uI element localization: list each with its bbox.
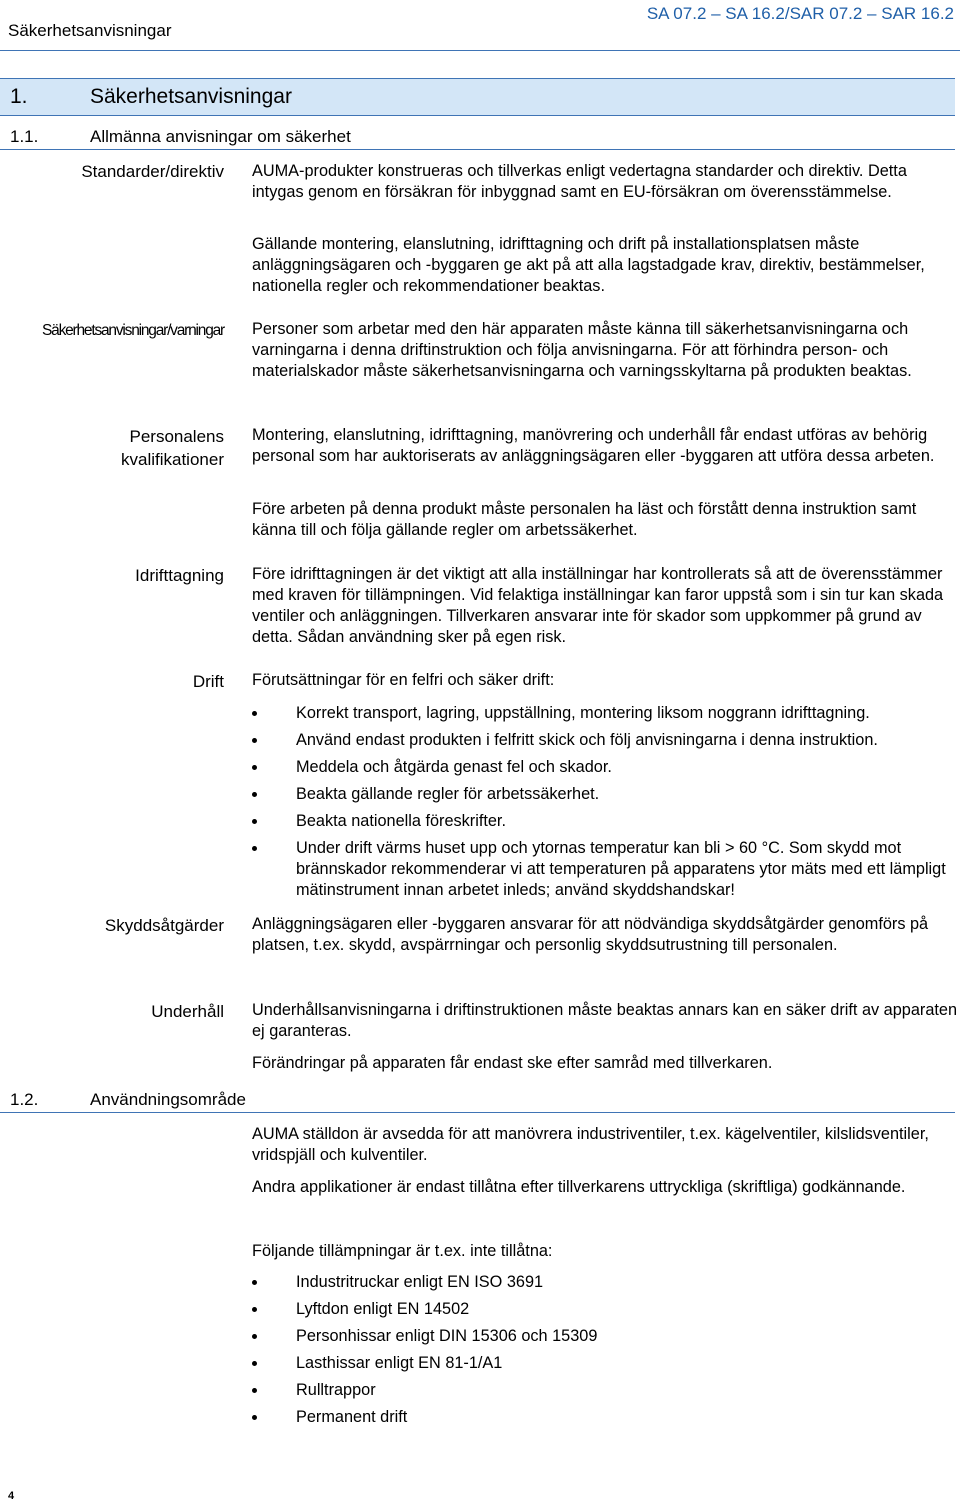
bullet-icon: [252, 1280, 257, 1285]
drift-intro: Förutsättningar för en felfri och säker drift:: [252, 671, 555, 689]
idrifttagning-paragraph: Före idrifttagningen är det viktigt att alla inställningar har kontrollerats så att de överensstämmer med kraven för tillämpningen. Vid felaktiga inställningar kan faror uppstå som i sin tur kan skada ventiler och anläggningen. Tillverkaren ansvarar inte för skador som uppkommer på grund av detta. Sådan användning sker på egen risk.: [252, 565, 944, 646]
anvandning-paragraph-1: AUMA ställdon är avsedda för att manövrera industriventiler, t.ex. kägelventiler, kilslidsventiler, vridspjäll och kulventiler.: [252, 1125, 929, 1164]
section-1-2-heading: [0, 1087, 955, 1113]
underhall-paragraph-2: Förändringar på apparaten får endast ske efter samråd med tillverkaren.: [252, 1054, 773, 1072]
section-1-1-underline: [0, 149, 955, 150]
page-number: 4: [8, 1490, 15, 1502]
drift-list: [252, 703, 957, 907]
underhall-paragraph-1: Underhållsanvisningarna i driftinstruktionen måste beaktas annars kan en säker drift av apparaten ej garanteras.: [252, 1001, 958, 1040]
list-item: Personhissar enligt DIN 15306 och 15309: [252, 1326, 957, 1347]
label-personalens: Personalens kvalifikationer: [121, 427, 224, 469]
list-item: Använd endast produkten i felfritt skick och följ anvisningarna i denna instruktion.: [252, 730, 957, 751]
label-underhall: Underhåll: [151, 1002, 224, 1021]
running-header-model: SA 07.2 – SA 16.2/SAR 07.2 – SAR 16.2: [646, 4, 954, 23]
bullet-icon: [252, 765, 257, 770]
label-idrifttagning: Idrifttagning: [135, 566, 224, 585]
standarder-paragraph-2: Gällande montering, elanslutning, idrifttagning och drift på installationsplatsen måste anläggningsägaren och -byggaren ge akt på att alla lagstadgade krav, direktiv, bestämmelser, nationella regler och rekommendationer beaktas.: [252, 235, 925, 295]
list-item: Permanent drift: [252, 1407, 957, 1428]
bullet-icon: [252, 1415, 257, 1420]
section-1-title: Säkerhetsanvisningar: [90, 85, 292, 108]
section-1-2-underline: [0, 1112, 955, 1113]
section-1-heading: [0, 78, 955, 116]
bullet-icon: [252, 1334, 257, 1339]
bullet-icon: [252, 738, 257, 743]
bullet-icon: [252, 1388, 257, 1393]
personal-paragraph-2: Före arbeten på denna produkt måste personalen ha läst och förstått denna instruktion samt känna till och följa gällande regler om arbetssäkerhet.: [252, 500, 917, 539]
anvandning-list: [252, 1272, 957, 1434]
list-item: Lyftdon enligt EN 14502: [252, 1299, 957, 1320]
anvandning-intro: Följande tillämpningar är t.ex. inte tillåtna:: [252, 1242, 553, 1260]
list-item: Beakta nationella föreskrifter.: [252, 811, 957, 832]
bullet-icon: [252, 819, 257, 824]
section-1-1-heading: [0, 124, 955, 150]
label-standarder: Standarder/direktiv: [81, 162, 224, 181]
list-item: Rulltrappor: [252, 1380, 957, 1401]
bullet-icon: [252, 846, 257, 851]
section-1-2-number: 1.2.: [10, 1090, 39, 1109]
list-item: Lasthissar enligt EN 81-1/A1: [252, 1353, 957, 1374]
list-item: Industritruckar enligt EN ISO 3691: [252, 1272, 957, 1293]
skydd-paragraph: Anläggningsägaren eller -byggaren ansvarar för att nödvändiga skyddsåtgärder genomförs på platsen, t.ex. skydd, avspärrningar och personlig skyddsutrustning till personalen.: [252, 915, 929, 954]
section-1-number: 1.: [10, 85, 28, 108]
list-item: Beakta gällande regler för arbetssäkerhet.: [252, 784, 957, 805]
list-item: Korrekt transport, lagring, uppställning, montering liksom noggrann idrifttagning.: [252, 703, 957, 724]
header-rule: [0, 50, 960, 51]
sakerhet-paragraph: Personer som arbetar med den här apparaten måste känna till säkerhetsanvisningarna och varningarna i denna driftinstruktion och följa anvisningarna. För att förhindra person- och materialskador måste säkerhetsanvisningarna och varningsskyltarna på produkten beaktas.: [252, 320, 912, 380]
section-1-1-number: 1.1.: [10, 127, 39, 146]
section-1-2-title: Användningsområde: [90, 1090, 246, 1109]
bullet-icon: [252, 1361, 257, 1366]
list-item: Meddela och åtgärda genast fel och skador.: [252, 757, 957, 778]
bullet-icon: [252, 792, 257, 797]
personal-paragraph-1: Montering, elanslutning, idrifttagning, manövrering och underhåll får endast utföras av behörig personal som har auktoriserats av anläggningsägaren eller -byggaren att utföra dessa arbeten.: [252, 426, 935, 465]
list-item: Under drift värms huset upp och ytornas temperatur kan bli > 60 °C. Som skydd mot brännskador rekommenderar vi att temperaturen på apparatens ytor mäts med ett lämpligt mätinstrument innan arbetet inleds; använd skyddshandskar!: [252, 838, 957, 901]
bullet-icon: [252, 1307, 257, 1312]
label-skyddsatgarder: Skyddsåtgärder: [104, 916, 224, 935]
standarder-paragraph-1: AUMA-produkter konstrueras och tillverkas enligt vedertagna standarder och direktiv. Detta intygas genom en försäkran för inbyggnad samt en EU-försäkran om överensstämmelse.: [252, 162, 907, 201]
section-1-1-title: Allmänna anvisningar om säkerhet: [90, 127, 351, 146]
anvandning-paragraph-2: Andra applikationer är endast tillåtna efter tillverkarens uttryckliga (skriftliga) godkännande.: [252, 1178, 906, 1196]
bullet-icon: [252, 711, 257, 716]
label-drift: Drift: [192, 672, 224, 691]
running-header-title: Säkerhetsanvisningar: [8, 21, 172, 40]
label-sakerhetsanvisningar: Säkerhetsanvisningar/varningar: [42, 322, 224, 339]
